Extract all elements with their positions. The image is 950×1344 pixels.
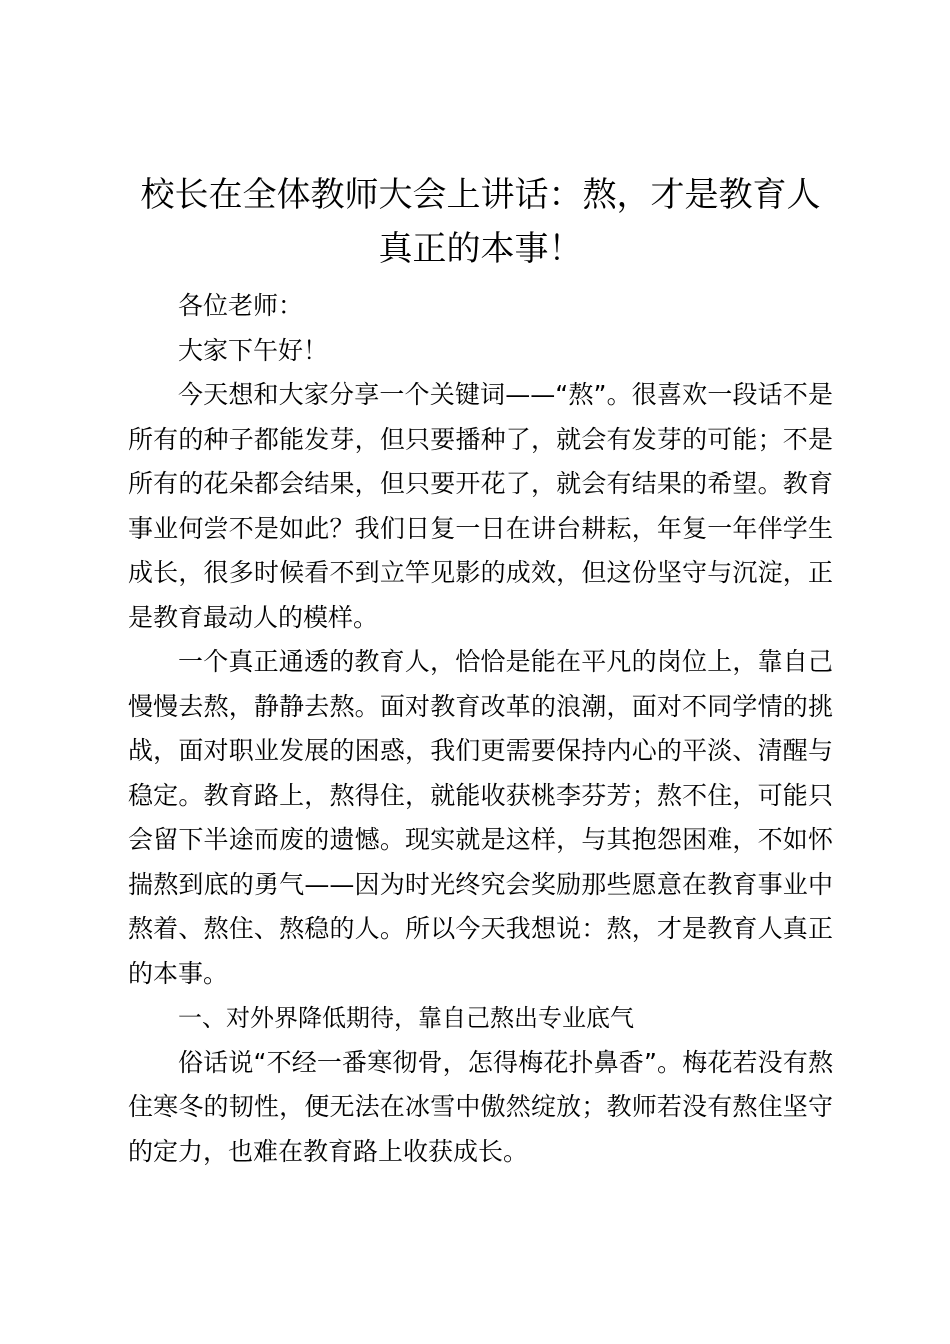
section-1-heading: 一、对外界降低期待，靠自己熬出专业底气 xyxy=(178,1004,634,1032)
title-line-1: 校长在全体教师大会上讲话：熬，才是教育人 xyxy=(140,175,821,215)
document-page xyxy=(128,168,833,1174)
document-body xyxy=(128,284,833,1174)
paragraph-2: 一个真正通透的教育人，恰恰是能在平凡的岗位上，靠自己慢慢去熬，静静去熬。面对教育改革的浪潮，面对不同学情的挑战，面对职业发展的困惑，我们更需要保持内心的平淡、清醒与稳定。教育路上，熬得住，就能收获桃李芬芳；熬不住，可能只会留下半途而废的遗憾。现实就是这样，与其抱怨困难，不如怀揣熬到底的勇气——因为时光终究会奖励那些愿意在教育事业中熬着、熬住、熬稳的人。所以今天我想说：熬，才是教育人真正的本事。 xyxy=(128,647,833,988)
paragraph-1: 今天想和大家分享一个关键词——“熬”。很喜欢一段话不是所有的种子都能发芽，但只要播种了，就会有发芽的可能；不是所有的花朵都会结果，但只要开花了，就会有结果的希望。教育事业何尝不是如此？我们日复一日在讲台耕耘，年复一年伴学生成长，很多时候看不到立竿见影的成效，但这份坚守与沉淀，正是教育最动人的模样。 xyxy=(128,380,833,632)
greeting: 大家下午好！ xyxy=(178,335,329,365)
title-line-2: 真正的本事！ xyxy=(378,229,583,269)
salutation: 各位老师： xyxy=(178,291,304,320)
section-1-paragraph: 俗话说“不经一番寒彻骨，怎得梅花扑鼻香”。梅花若没有熬住寒冬的韧性，便无法在冰雪中傲然绽放；教师若没有熬住坚守的定力，也难在教育路上收获成长。 xyxy=(128,1047,833,1166)
document-title xyxy=(128,168,833,276)
